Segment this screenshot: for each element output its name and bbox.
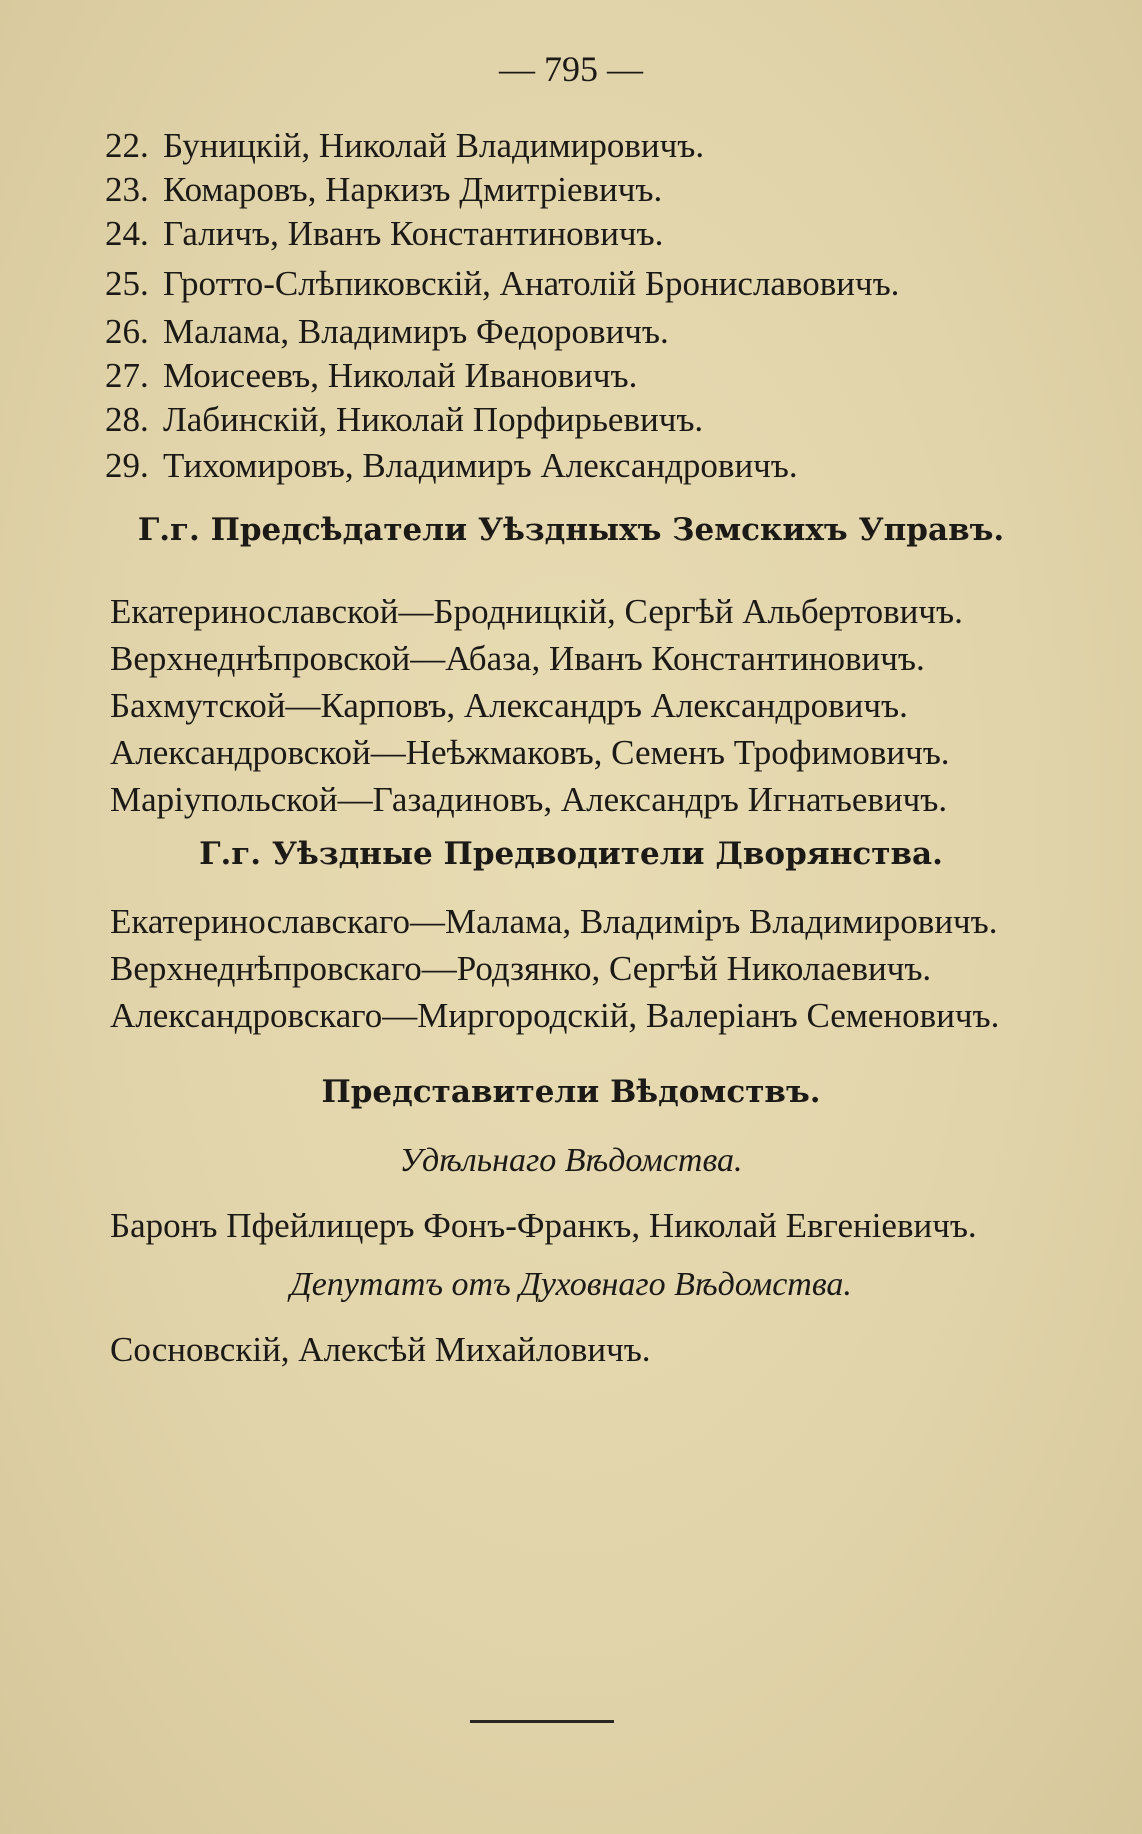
item-name: Комаровъ, Наркизъ Дмитріевичъ.	[163, 170, 663, 209]
list-item	[105, 212, 663, 256]
item-name: Лабинскій, Николай Порфирьевичъ.	[163, 400, 704, 439]
nobility-line: Верхнеднѣпровскаго—Родзянко, Сергѣй Николаевичъ.	[110, 949, 932, 988]
item-number: 24.	[105, 214, 149, 253]
list-item	[105, 398, 703, 442]
item-name: Малама, Владимиръ Федоровичъ.	[163, 312, 669, 351]
section-heading-nobility: Г.г. Уѣздные Предводители Дворянства.	[199, 836, 943, 872]
zemstvo-line: Александровской—Неѣжмаковъ, Семенъ Трофимовичъ.	[110, 733, 950, 772]
item-number: 25.	[105, 264, 149, 303]
item-number: 28.	[105, 400, 149, 439]
item-number: 27.	[105, 356, 149, 395]
item-name: Гротто-Слѣпиковскій, Анатолій Брониславовичъ.	[163, 264, 900, 303]
list-item	[105, 444, 798, 488]
item-number: 23.	[105, 170, 149, 209]
list-item	[105, 124, 704, 168]
item-number: 29.	[105, 446, 149, 485]
item-name: Моисеевъ, Николай Ивановичъ.	[163, 356, 638, 395]
list-item	[105, 354, 637, 398]
zemstvo-line: Маріупольской—Газадиновъ, Александръ Игнатьевичъ.	[110, 780, 948, 819]
list-item	[105, 168, 662, 212]
closing-rule	[470, 1720, 614, 1723]
clergy-person: Сосновскій, Алексѣй Михайловичъ.	[110, 1330, 651, 1369]
nobility-line: Александровскаго—Миргородскій, Валеріанъ Семеновичъ.	[110, 996, 1000, 1035]
section-heading-departments: Представители Вѣдомствъ.	[321, 1074, 821, 1110]
page-number: — 795 —	[499, 49, 643, 89]
item-number: 22.	[105, 126, 149, 165]
item-number: 26.	[105, 312, 149, 351]
item-name: Тихомировъ, Владимиръ Александровичъ.	[163, 446, 798, 485]
item-name: Галичъ, Иванъ Константиновичъ.	[163, 214, 664, 253]
list-item	[105, 310, 669, 354]
item-name: Буницкій, Николай Владимировичъ.	[163, 126, 705, 165]
zemstvo-line: Бахмутской—Карповъ, Александръ Александровичъ.	[110, 686, 908, 725]
zemstvo-line: Екатеринославской—Бродницкій, Сергѣй Альбертовичъ.	[110, 592, 963, 631]
appanage-heading: Удѣльнаго Вѣдомства.	[399, 1142, 743, 1179]
clergy-heading: Депутатъ отъ Духовнаго Вѣдомства.	[290, 1266, 852, 1303]
section-heading-zemstvo: Г.г. Предсѣдатели Уѣздныхъ Земскихъ Управъ.	[137, 512, 1005, 548]
nobility-line: Екатеринославскаго—Малама, Владиміръ Владимировичъ.	[110, 902, 998, 941]
appanage-person: Баронъ Пфейлицеръ Фонъ-Франкъ, Николай Евгеніевичъ.	[110, 1206, 977, 1245]
list-item	[105, 262, 899, 306]
zemstvo-line: Верхнеднѣпровской—Абаза, Иванъ Константиновичъ.	[110, 639, 925, 678]
